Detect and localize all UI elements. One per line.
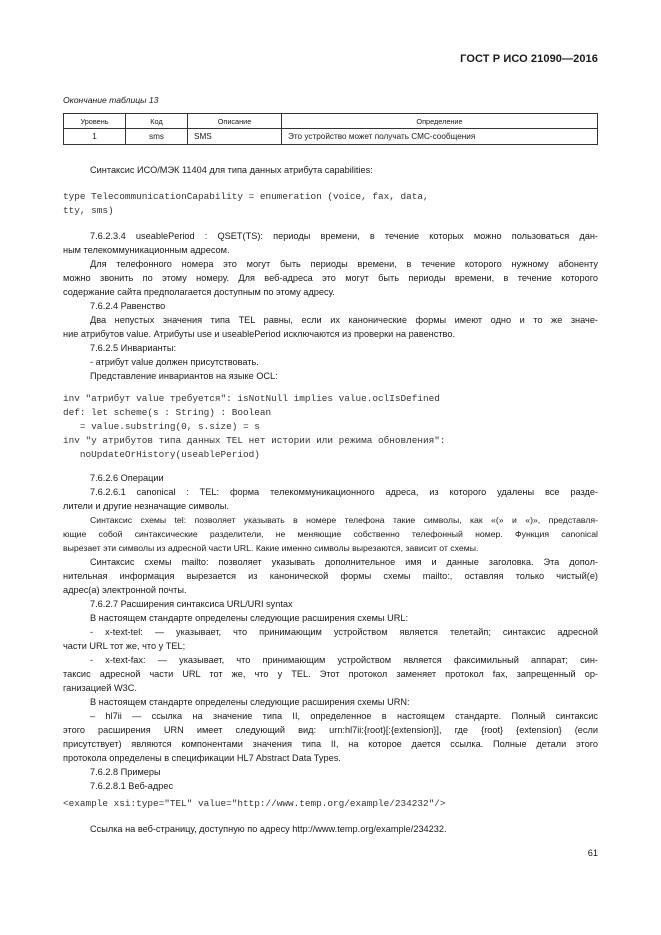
paragraph-line: Ссылка на веб-страницу, доступную по адресу http://www.temp.org/example/234232. [90,824,447,834]
code-line: = value.substring(0, s.size) = s [63,421,260,432]
list-item: присутствует) являются компонентами значения типа II, на которое дается ссылка. Полные детали этого [63,739,598,749]
column-header: Определение [282,114,598,129]
list-item: ганизацией W3C. [63,683,137,693]
code-line: def: let scheme(s : String) : Boolean [63,407,272,418]
list-item: протокола определены в спецификации HL7 Abstract Data Types. [63,753,341,763]
list-item: - x-text-tel: — указывает, что принимающим устройством является телетайп; синтаксис адресной [90,627,598,637]
paragraph-line: адрес(а) электронной почты. [63,585,187,595]
paragraph-line: В настоящем стандарте определены следующие расширения схемы URL: [90,613,409,623]
list-item: таксис адресной части URL тот же, что у TEL. Этот протокол заменяет протокол fax, запрещенный ор- [63,669,598,679]
code-line: tty, sms) [63,205,114,216]
paragraph-line: вырезает эти символы из адресной части URL. Какие именно символы вырезаются, зависит от схемы. [63,543,479,553]
table-row [64,129,598,145]
code-line: noUpdateOrHistory(useablePeriod) [63,449,260,460]
paragraph-line: Два непустых значения типа TEL равны, если их канонические формы имеют одно и то же значе- [90,315,598,325]
column-header: Описание [188,114,282,129]
column-header: Код [126,114,188,129]
table-cell-description: SMS [188,129,282,145]
list-item: части URL тот же, что у TEL; [63,641,186,651]
section-heading: 7.6.2.4 Равенство [90,301,166,311]
table-header-row [64,114,598,129]
section-heading: 7.6.2.6 Операции [90,473,164,483]
page-number: 61 [587,848,598,858]
table-cell-code: sms [126,129,188,145]
table-caption: Окончание таблицы 13 [63,95,159,105]
paragraph-line: 7.6.2.6.1 canonical : TEL: форма телекоммуникационного адреса, из которого удалены все разде- [90,487,598,497]
syntax-intro: Синтаксис ИСО/МЭК 11404 для типа данных атрибута capabilities: [90,165,373,175]
code-line: inv "атрибут value требуется": isNotNull implies value.oclIsDefined [63,393,440,404]
paragraph-line: Синтаксис схемы mailto: позволяет указывать дополнительное имя и данные заголовка. Эта допол- [90,557,598,567]
codes-table [63,113,598,145]
list-item: – hl7ii — ссылка на значение типа II, определенное в настоящем стандарте. Полный синтаксис [90,711,598,721]
paragraph-line: Синтаксис схемы tel: позволяет указывать в номере телефона такие символы, как «(» и «)», представля- [90,515,598,525]
code-line: type TelecommunicationCapability = enumeration (voice, fax, data, [63,191,429,202]
paragraph-line: можно звонить по этому номеру. Для веб-адреса это могут быть периоды времени, в течение которого [63,273,598,283]
code-line: <example xsi:type="TEL" value="http://www.temp.org/example/234232"/> [63,798,446,809]
list-item: - x-text-fax: — указывает, что принимающим устройством является факсимильный аппарат; син- [90,655,598,665]
paragraph-line: нительная информация вырезается из канонической формы схемы mailto:, оставляя только чистый(е) [63,571,598,581]
paragraph-line: 7.6.2.3.4 useablePeriod : QSET(TS): периоды времени, в течение которых можно пользоваться дан- [90,231,598,241]
paragraph-line: ющие собой синтаксические разделители, не меняющие собственно телефонный номер. Функция canonical [63,529,598,539]
paragraph-line: В настоящем стандарте определены следующие расширения схемы URN: [90,697,410,707]
document-id-header: ГОСТ Р ИСО 21090—2016 [460,53,598,65]
paragraph-line: Представление инвариантов на языке OCL: [90,371,278,381]
paragraph-line: содержание сайта предполагается доступным по этому адресу. [63,287,335,297]
section-heading: 7.6.2.8.1 Веб-адрес [90,781,174,791]
paragraph-line: Для телефонного номера это могут быть периоды времени, в течение которого нужному абоненту [90,259,598,269]
table-cell-definition: Это устройство может получать СМС-сообщения [282,129,598,145]
section-heading: 7.6.2.8 Примеры [90,767,161,777]
paragraph-line: лители и другие незначащие символы. [63,501,229,511]
paragraph-line: ние атрибутов value. Атрибуты use и useablePeriod исключаются из проверки на равенство. [63,329,455,339]
paragraph-line: ным телекоммуникационным адресом. [63,245,230,255]
column-header: Уровень [64,114,126,129]
section-heading: 7.6.2.7 Расширения синтаксиса URL/URI syntax [90,599,293,609]
section-heading: 7.6.2.5 Инварианты: [90,343,177,353]
code-line: inv "у атрибутов типа данных TEL нет истории или режима обновления": [63,435,446,446]
list-item: - атрибут value должен присутствовать. [90,357,259,367]
list-item: этого расширения URN имеет следующий вид: urn:hl7ii:{root}[:{extension}], где {root} {extension} (если [63,725,598,735]
table-cell-level: 1 [64,129,126,145]
